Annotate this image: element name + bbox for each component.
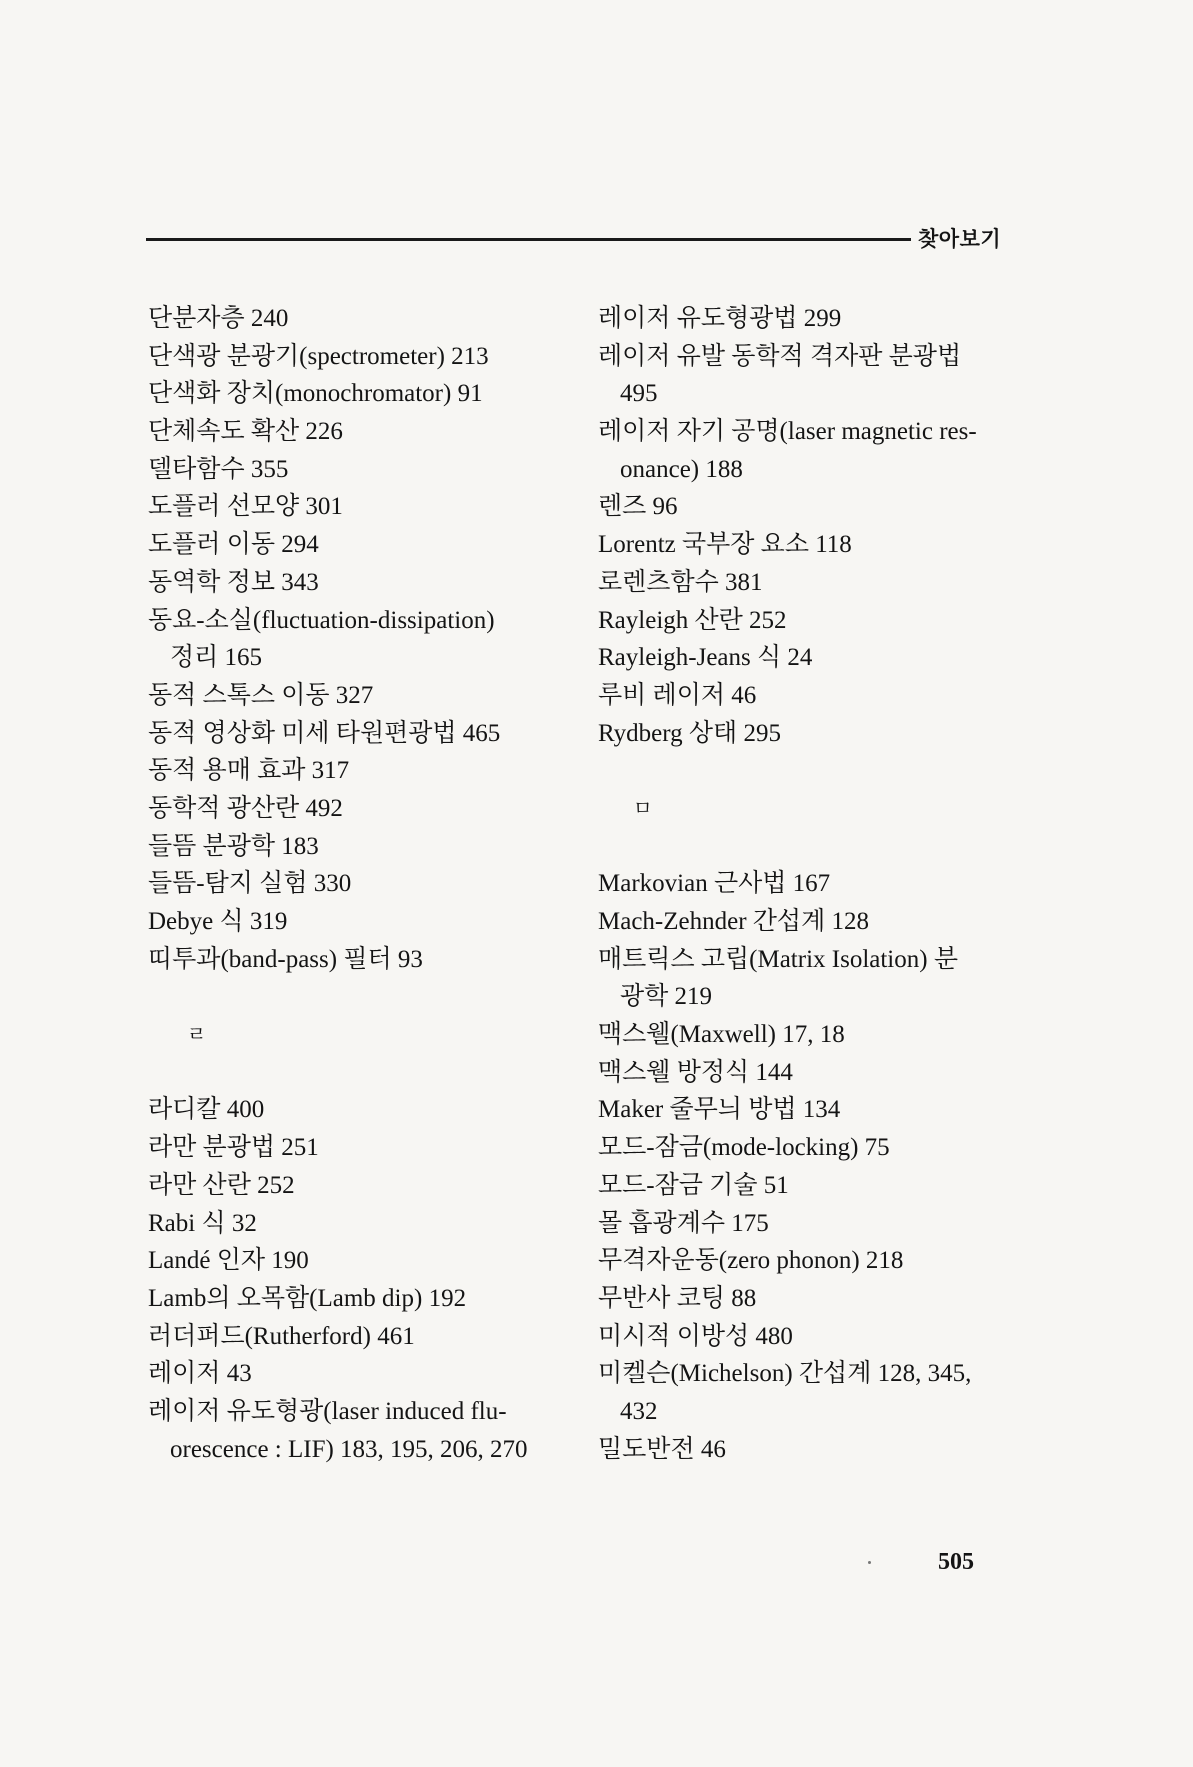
index-entry: Rayleigh-Jeans 식 24: [598, 644, 813, 672]
section-heading: ㅁ: [633, 795, 653, 820]
index-entry: 단색화 장치(monochromator) 91: [148, 380, 483, 408]
index-entry: 들뜸-탐지 실험 330: [148, 870, 352, 898]
index-entry: Maker 줄무늬 방법 134: [598, 1096, 841, 1124]
index-entry-continuation: orescence : LIF) 183, 195, 206, 270: [170, 1435, 528, 1463]
index-entry-continuation: onance) 188: [620, 455, 743, 483]
index-entry: 동적 스톡스 이동 327: [148, 681, 374, 709]
index-entry: 동학적 광산란 492: [148, 794, 343, 822]
index-entry-continuation: 495: [620, 380, 658, 408]
index-entry: 매트릭스 고립(Matrix Isolation) 분: [598, 945, 958, 973]
index-entry: 동요-소실(fluctuation-dissipation): [148, 606, 495, 634]
index-entry: 렌즈 96: [598, 493, 678, 521]
index-entry: 루비 레이저 46: [598, 681, 757, 709]
index-entry: 단색광 분광기(spectrometer) 213: [148, 342, 489, 370]
section-heading: ㄹ: [187, 1022, 207, 1047]
index-entry: Lamb의 오목함(Lamb dip) 192: [148, 1284, 467, 1312]
page-number: 505: [938, 1549, 974, 1575]
index-entry: 맥스웰 방정식 144: [598, 1058, 793, 1086]
index-entry: 도플러 선모양 301: [148, 493, 343, 521]
section-spacer: [148, 978, 578, 1016]
index-entry: Mach-Zehnder 간섭계 128: [598, 908, 869, 935]
index-entry: 라만 분광법 251: [148, 1134, 319, 1162]
header-title: 찾아보기: [918, 227, 1002, 251]
index-entry: 띠투과(band-pass) 필터 93: [148, 945, 423, 973]
index-entry: 레이저 43: [148, 1360, 252, 1388]
index-entry: Landé 인자 190: [148, 1247, 309, 1275]
index-entry: 러더퍼드(Rutherford) 461: [148, 1322, 415, 1350]
index-entry: 단분자층 240: [148, 305, 289, 332]
index-entry-continuation: 432: [620, 1397, 658, 1425]
index-entry: 라디칼 400: [148, 1096, 265, 1124]
index-entry: 델타함수 355: [148, 455, 289, 483]
section-spacer: [598, 752, 1018, 790]
index-entry: 몰 흡광계수 175: [598, 1209, 769, 1237]
index-entry: 도플러 이동 294: [148, 531, 319, 559]
index-entry-continuation: 정리 165: [170, 644, 263, 672]
index-entry: 동역학 정보 343: [148, 568, 319, 596]
index-entry: Debye 식 319: [148, 908, 288, 935]
section-spacer: [598, 828, 1018, 866]
index-entry: 동적 영상화 미세 타원편광법 465: [148, 719, 501, 747]
index-entry: Lorentz 국부장 요소 118: [598, 531, 852, 559]
index-entry: 라만 산란 252: [148, 1171, 295, 1199]
index-entry: 무반사 코팅 88: [598, 1284, 757, 1312]
index-entry: Markovian 근사법 167: [598, 870, 831, 898]
index-entry: 로렌츠함수 381: [598, 568, 763, 596]
index-entry: 레이저 유도형광법 299: [598, 305, 842, 332]
index-entry: 모드-잠금(mode-locking) 75: [598, 1134, 890, 1162]
index-entry-continuation: 광학 219: [620, 983, 713, 1011]
index-entry: 단체속도 확산 226: [148, 418, 343, 446]
index-entry: 밀도반전 46: [598, 1435, 726, 1463]
index-entry: 레이저 유도형광(laser induced flu-: [148, 1397, 507, 1425]
index-entry: 들뜸 분광학 183: [148, 832, 319, 860]
index-entry: 미켈슨(Michelson) 간섭계 128, 345,: [598, 1360, 972, 1388]
index-entry: Rayleigh 산란 252: [598, 606, 787, 634]
index-entry: 레이저 자기 공명(laser magnetic res-: [598, 418, 977, 446]
index-column-left: [148, 300, 578, 1468]
speck-mark: [868, 1561, 871, 1564]
index-entry: 무격자운동(zero phonon) 218: [598, 1247, 904, 1275]
index-entry: Rabi 식 32: [148, 1209, 257, 1237]
index-entry: 맥스웰(Maxwell) 17, 18: [598, 1021, 845, 1049]
header-rule: [146, 238, 911, 241]
index-entry: 레이저 유발 동학적 격자판 분광법: [598, 342, 962, 370]
index-entry: Rydberg 상태 295: [598, 719, 781, 747]
index-entry: 모드-잠금 기술 51: [598, 1171, 789, 1199]
index-column-right: [598, 300, 1018, 1468]
index-entry: 동적 용매 효과 317: [148, 757, 350, 785]
index-entry: 미시적 이방성 480: [598, 1322, 793, 1350]
section-spacer: [148, 1054, 578, 1092]
